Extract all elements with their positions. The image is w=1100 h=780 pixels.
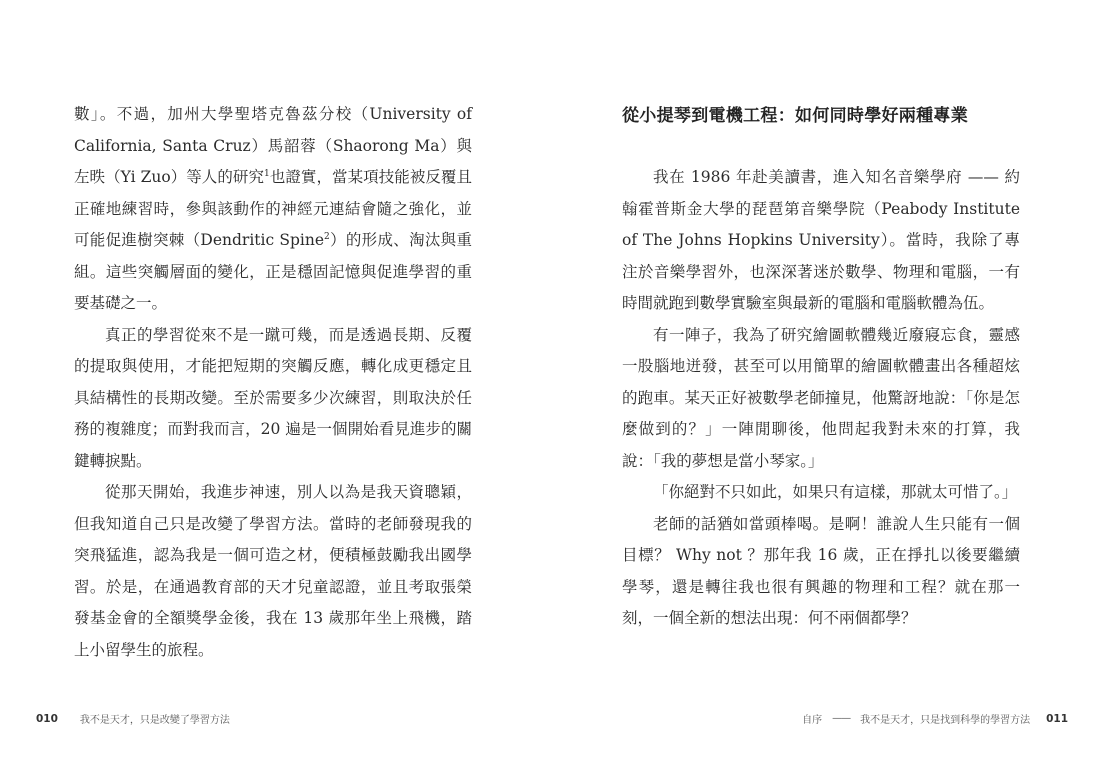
paragraph-2: 有一陣子，我為了研究繪圖軟體幾近廢寢忘食，靈感一股腦地迸發，甚至可以用簡單的繪圖軟體畫出各種超炫的跑車。某天正好被數學老師撞見，他驚訝地說：「你是怎麼做到的？」一陣閒聊後，他問起我對未來的打算，我說：「我的夢想是當小琴家。」 <box>622 325 1020 470</box>
page-number: 011 <box>1046 712 1068 725</box>
paragraph-text: 也證實，當某項技能被反覆且正確地練習時，參與該動作的神經元連結會隨之強化，並可能促進樹突棘（Dendritic Spine <box>74 168 472 249</box>
separator-dash: —— <box>832 713 851 724</box>
paragraph-2: 真正的學習從來不是一蹴可幾，而是透過長期、反覆的提取與使用，才能把短期的突觸反應，轉化成更穩定且具結構性的長期改變。至於需要多少次練習，則取決於任務的複雜度；而對我而言，20 遍是一個開始看見進步的關鍵轉捩點。 <box>74 325 472 470</box>
paragraph-1: 我在 1986 年赴美讀書，進入知名音樂學府 —— 約翰霍普斯金大學的琵琶第音樂學院（Peabody Institute of The Johns Hopkins University）。當時，我除了專注於音樂學習外，也深深著迷於數學、物理和電腦，一有時間就跑到數學實驗室與最新的電腦和電腦軟體為伍。 <box>622 168 1020 312</box>
running-title: 我不是天才，只是改變了學習方法 <box>79 715 230 726</box>
paragraph-quote: 「你絕對不只如此，如果只有這樣，那就太可惜了。」 <box>653 483 1018 501</box>
paragraph-text: ）的形成、淘汰與重組。這些突觸層面的變化，正是穩固記憶與促進學習的重要基礎之一。 <box>74 231 472 312</box>
page-number: 010 <box>36 712 58 725</box>
left-page-footer <box>36 711 230 726</box>
left-page-body <box>74 99 472 666</box>
running-title: 我不是天才，只是找到科學的學習方法 <box>860 715 1031 726</box>
right-page-footer <box>802 711 1068 726</box>
paragraph-3: 從那天開始，我進步神速，別人以為是我天資聰穎，但我知道自己只是改變了學習方法。當時的老師發現我的突飛猛進，認為我是一個可造之材，便積極鼓勵我出國學習。於是，在通過教育部的天才兒童認證，並且考取張榮發基金會的全額獎學金後，我在 13 歲那年坐上飛機，踏上小留學生的旅程。 <box>74 483 472 659</box>
section-label: 自序 <box>802 715 823 726</box>
right-page <box>550 0 1100 780</box>
footnote-ref-2[interactable]: 2 <box>324 231 330 242</box>
right-page-body <box>622 162 1020 635</box>
paragraph-4: 老師的話猶如當頭棒喝。是啊！誰說人生只能有一個目標？ Why not ？那年我 16 歲，正在掙扎以後要繼續學琴，還是轉往我也很有興趣的物理和工程？就在那一刻，一個全新的想法出現：何不兩個都學？ <box>622 514 1020 627</box>
paragraph-text: 數」。不過，加州大學聖塔克魯茲分校（University of California, Santa Cruz）馬韶蓉（Shaorong Ma）與左昳（Yi Zuo）等人的研究 <box>74 105 472 186</box>
footnote-ref-1[interactable]: 1 <box>264 168 270 179</box>
section-heading: 從小提琴到電機工程：如何同時學好兩種專業 <box>622 106 968 126</box>
paragraph-1 <box>74 99 472 320</box>
